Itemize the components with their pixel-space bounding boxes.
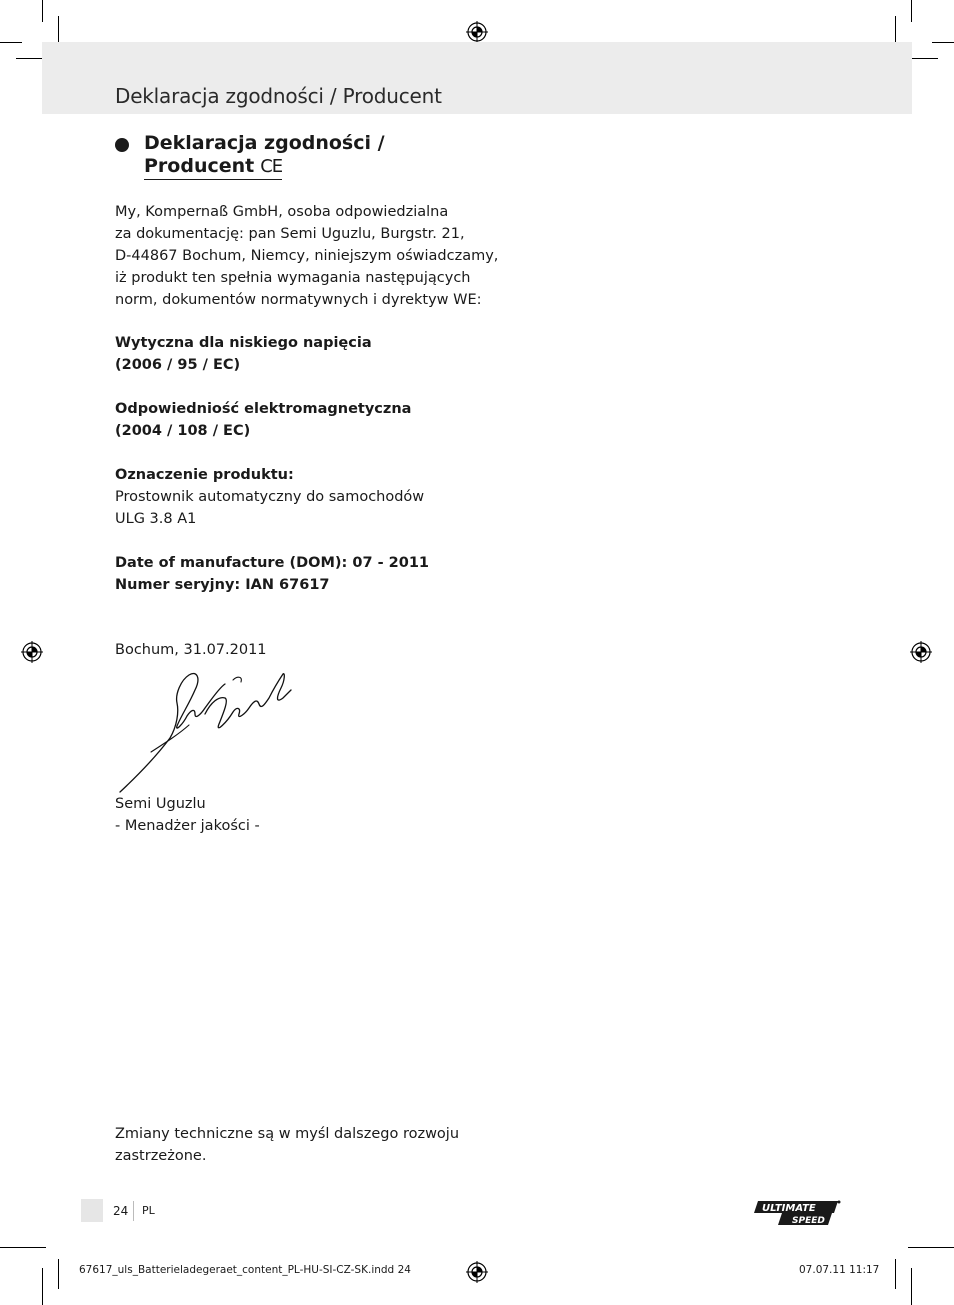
intro-line: za dokumentację: pan Semi Uguzlu, Burgstr. 21, <box>115 226 465 242</box>
manufacture-info <box>115 552 429 596</box>
low-voltage-title: Wytyczna dla niskiego napięcia <box>115 335 372 351</box>
emc-code: (2004 / 108 / EC) <box>115 423 251 439</box>
crop-mark <box>908 58 938 59</box>
crop-mark <box>932 42 954 43</box>
disclaimer-line1: Zmiany techniczne są w myśl dalszego rozwoju <box>115 1126 460 1142</box>
place-date: Bochum, 31.07.2011 <box>115 642 267 658</box>
section-heading-line1: Deklaracja zgodności / <box>144 132 385 154</box>
crop-mark <box>0 42 22 43</box>
intro-line: iż produkt ten spełnia wymagania następujących <box>115 270 471 286</box>
crop-mark <box>911 0 912 22</box>
language-code: PL <box>142 1204 155 1217</box>
crop-mark <box>58 1259 59 1289</box>
section-heading-producer: Producent <box>144 155 255 177</box>
low-voltage-code: (2006 / 95 / EC) <box>115 357 241 373</box>
emc-title: Odpowiedniość elektromagnetyczna <box>115 401 412 417</box>
ultimate-speed-logo <box>752 1198 842 1228</box>
crop-mark <box>911 1268 912 1305</box>
svg-text:SPEED: SPEED <box>792 1216 825 1226</box>
registration-mark-icon <box>466 21 488 43</box>
signatory <box>115 793 260 837</box>
product-label: Oznaczenie produktu: <box>115 467 294 483</box>
svg-text:ULTIMATE: ULTIMATE <box>762 1203 816 1214</box>
intro-line: My, Kompernaß GmbH, osoba odpowiedzialna <box>115 204 449 220</box>
intro-line: norm, dokumentów normatywnych i dyrektyw WE: <box>115 292 482 308</box>
page-title: Deklaracja zgodności / Producent <box>115 84 442 108</box>
intro-line: D-44867 Bochum, Niemcy, niniejszym oświadczamy, <box>115 248 499 264</box>
intro-paragraph <box>115 201 498 311</box>
footer-divider <box>133 1201 134 1221</box>
crop-mark <box>42 1268 43 1305</box>
low-voltage-directive <box>115 332 372 376</box>
product-designation <box>115 464 424 530</box>
slug-timestamp: 07.07.11 11:17 <box>799 1264 880 1276</box>
signature <box>115 668 295 796</box>
crop-mark <box>895 1259 896 1289</box>
manufacture-date: Date of manufacture (DOM): 07 - 2011 <box>115 555 430 571</box>
registration-mark-icon <box>466 1261 488 1283</box>
serial-number: Numer seryjny: IAN 67617 <box>115 577 330 593</box>
disclaimer <box>115 1123 459 1167</box>
registration-mark-icon <box>21 641 43 663</box>
emc-directive <box>115 398 411 442</box>
section-heading <box>144 132 385 180</box>
crop-mark <box>42 0 43 22</box>
signatory-role: - Menadżer jakości - <box>115 818 260 834</box>
product-model: ULG 3.8 A1 <box>115 511 197 527</box>
section-heading-line2 <box>144 155 282 180</box>
bullet-icon <box>115 138 129 152</box>
product-name: Prostownik automatyczny do samochodów <box>115 489 425 505</box>
page-number: 24 <box>113 1204 129 1218</box>
slug-filename: 67617_uls_Batterieladegeraet_content_PL-HU-SI-CZ-SK.indd 24 <box>79 1264 411 1276</box>
signatory-name: Semi Uguzlu <box>115 796 206 812</box>
registration-mark-icon <box>910 641 932 663</box>
crop-mark <box>908 1247 938 1248</box>
footer-tab <box>81 1199 103 1222</box>
disclaimer-line2: zastrzeżone. <box>115 1148 207 1164</box>
crop-mark <box>16 1247 46 1248</box>
ce-mark-icon: CE <box>260 156 283 177</box>
